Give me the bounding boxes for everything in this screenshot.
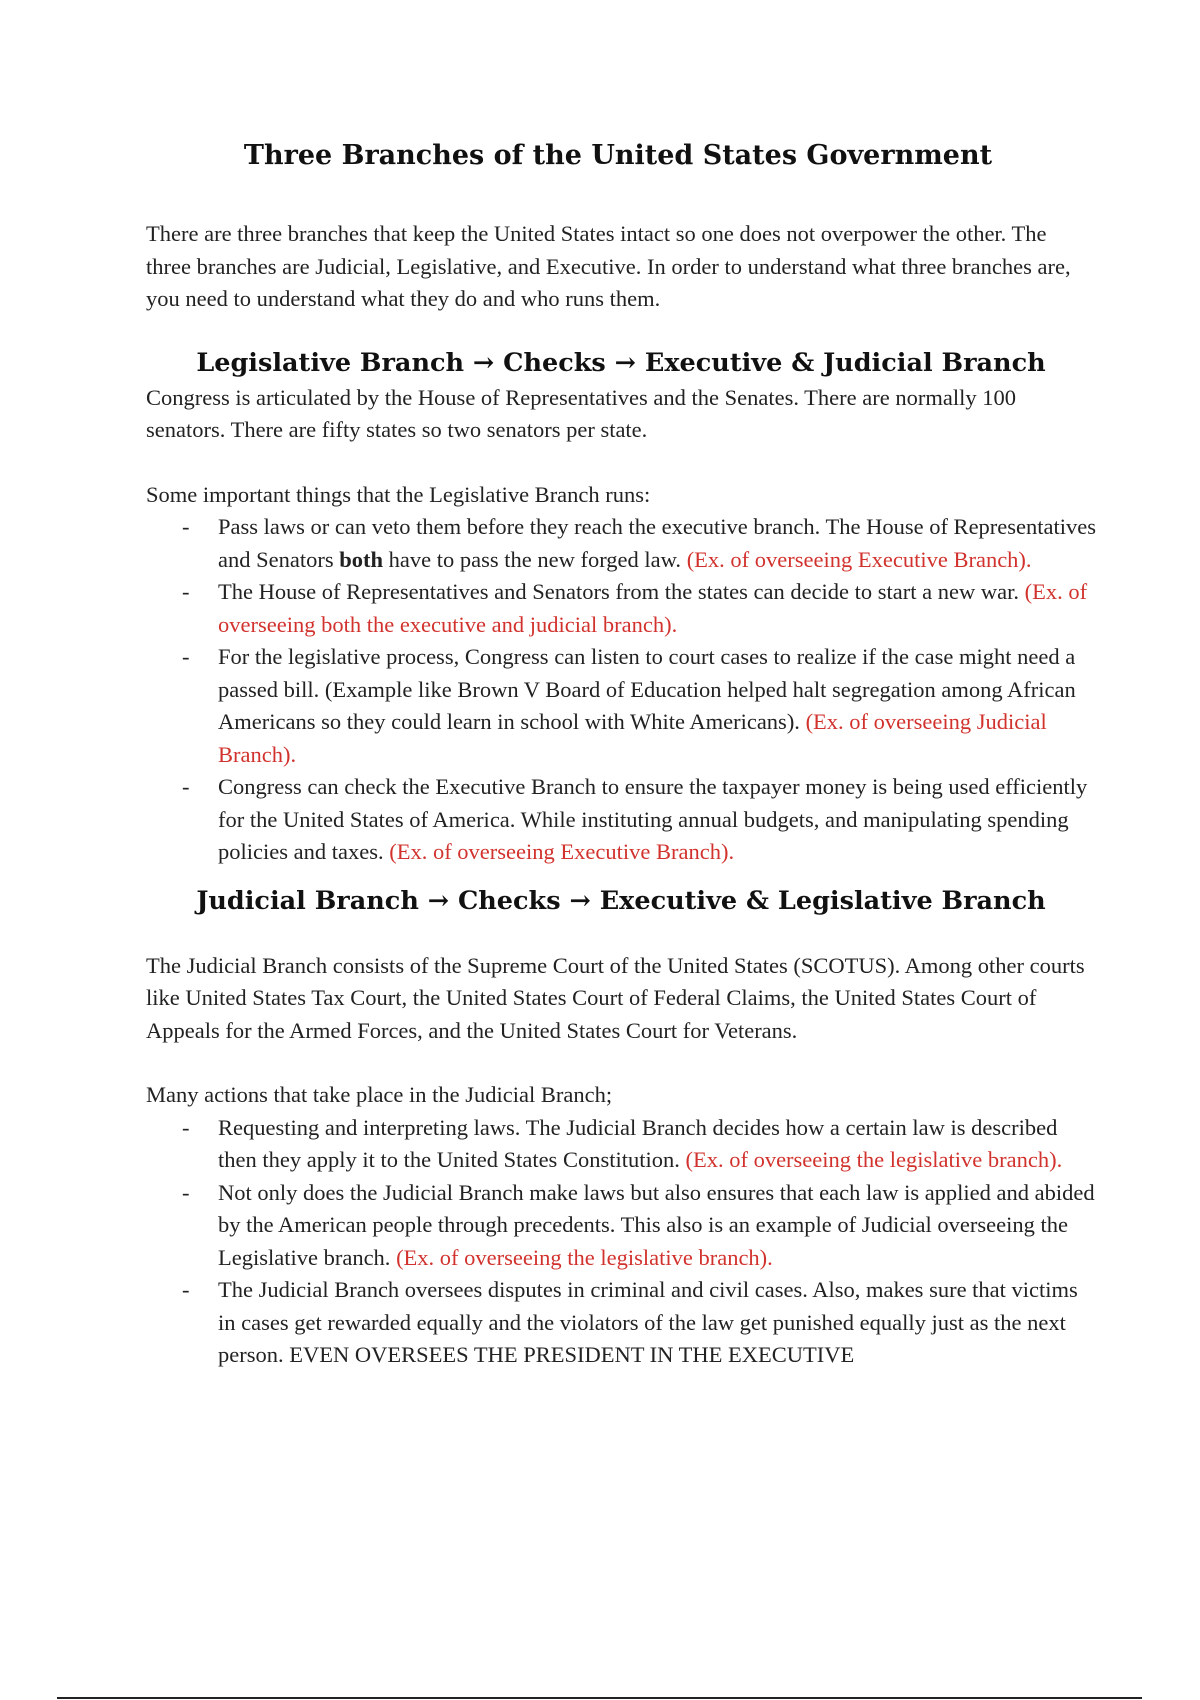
list-item	[146, 1112, 1096, 1177]
example-note: (Ex. of overseeing the legislative branch).	[685, 1147, 1063, 1172]
list-item	[146, 771, 1096, 869]
bullet-dash: -	[182, 1277, 190, 1302]
legislative-list	[146, 511, 1096, 869]
item-text: For the legislative process, Congress can listen to court cases to realize if the case might need a passed bill. (Example like Brown V Board of Education helped halt segregation among African Americans so they could learn in school with White Americans).	[218, 644, 1076, 734]
bullet-dash: -	[182, 1179, 190, 1205]
item-text: Not only does the Judicial Branch make laws but also ensures that each law is applied and abided by the American people through precedents. This also is an example of Judicial overseeing the Legislative branch.	[218, 1179, 1095, 1270]
bullet-dash: -	[182, 1114, 190, 1140]
page-title: Three Branches of the United States Government	[243, 140, 993, 171]
example-note: (Ex. of overseeing Judicial Branch).	[218, 709, 1047, 767]
example-note: (Ex. of overseeing Executive Branch).	[686, 546, 1032, 572]
legislative-paragraph: Congress is articulated by the House of Representatives and the Senates. There are normally 100 senators. There are fifty states so two senators per state.	[146, 384, 1016, 442]
page-bottom-rule	[57, 1697, 1142, 1699]
list-item	[146, 1177, 1096, 1275]
list-item	[146, 641, 1096, 771]
spacer	[146, 1047, 1096, 1079]
example-note: (Ex. of overseeing both the executive and judicial branch).	[218, 579, 1088, 637]
bullet-dash: -	[182, 644, 190, 669]
item-text: Pass laws or can veto them before they reach the executive branch. The House of Representatives and Senators	[218, 514, 1097, 572]
spacer	[146, 447, 1096, 479]
list-item	[146, 511, 1096, 576]
legislative-list-intro: Some important things that the Legislative Branch runs:	[146, 481, 651, 507]
judicial-heading: Judicial Branch → Checks → Executive & Legislative Branch	[196, 885, 1046, 916]
item-text: Congress can check the Executive Branch to ensure the taxpayer money is being used efficiently for the United States of America. While instituting annual budgets, and manipulating spending policies and taxes.	[218, 774, 1088, 864]
example-note: (Ex. of overseeing Executive Branch).	[389, 839, 735, 864]
legislative-heading: Legislative Branch → Checks → Executive & Judicial Branch	[196, 347, 1046, 378]
list-item	[146, 1274, 1096, 1372]
bullet-dash: -	[182, 579, 190, 604]
item-text: have to pass the new forged law.	[383, 546, 687, 572]
list-item	[146, 576, 1096, 641]
judicial-paragraph: The Judicial Branch consists of the Supreme Court of the United States (SCOTUS). Among other courts like United States Tax Court, the United States Court of Federal Claims, the United States Court of Appeals for the Armed Forces, and the United States Court for Veterans.	[146, 952, 1085, 1043]
bullet-dash: -	[182, 774, 190, 799]
item-text: Requesting and interpreting laws. The Judicial Branch decides how a certain law is described then they apply it to the United States Constitution.	[218, 1114, 1058, 1172]
item-text: The House of Representatives and Senators from the states can decide to start a new war.	[218, 579, 1025, 604]
document-body	[146, 218, 1096, 1372]
example-note: (Ex. of overseeing the legislative branch).	[396, 1244, 773, 1270]
item-emphasis: both	[339, 546, 384, 572]
judicial-list-intro: Many actions that take place in the Judicial Branch;	[146, 1082, 613, 1107]
bullet-dash: -	[182, 514, 190, 539]
item-text: The Judicial Branch oversees disputes in criminal and civil cases. Also, makes sure that victims in cases get rewarded equally and the violators of the law get punished equally just as the next person. EVEN OVERSEES THE PRESIDENT IN THE EXECUTIVE	[218, 1277, 1078, 1367]
judicial-list	[146, 1112, 1096, 1372]
intro-paragraph: There are three branches that keep the United States intact so one does not overpower the other. The three branches are Judicial, Legislative, and Executive. In order to understand what three branches are, you need to understand what they do and who runs them.	[146, 221, 1071, 311]
